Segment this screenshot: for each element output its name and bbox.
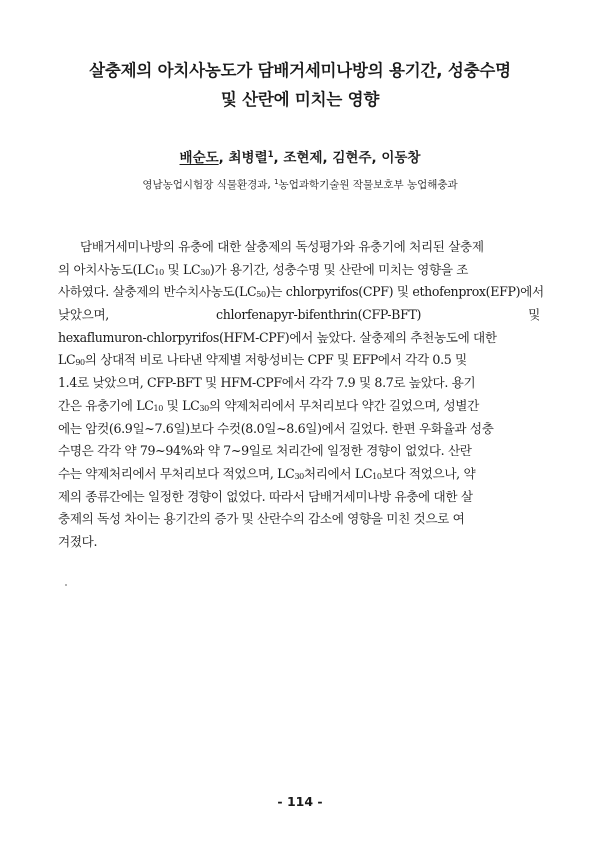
subscript: 30	[200, 267, 210, 277]
abstract-text: 1.4로 낮았으며, CFP-BFT 및 HFM-CPF에서 각각 7.9 및 8.7로 높았다. 용기	[58, 375, 476, 391]
subscript: 90	[75, 358, 85, 368]
text-run: 및 LC	[162, 397, 200, 413]
abstract-text: 겨졌다.	[58, 533, 98, 549]
abstract-text: 담배거세미나방의 유충에 대한 살충제의 독성평가와 유충기에 처리된 살충제	[80, 239, 484, 254]
abstract-line	[58, 281, 544, 304]
abstract-text: 제의 종류간에는 일정한 경향이 없었다. 따라서 담배거세미나방 유충에 대한 살	[58, 488, 473, 504]
author-3: 김현주	[332, 150, 372, 166]
text-run: 처리에서 LC	[303, 465, 373, 481]
author-separator: ,	[371, 150, 382, 166]
text-run: )는 chlorpyrifos(CPF) 및 ethofenprox(EFP)에서	[265, 284, 544, 300]
abstract-line	[58, 486, 540, 509]
abstract-text: 수명은 각각 약 79~94%와 약 7~9일로 처리간에 일정한 경향이 없었다. 산란	[58, 443, 472, 459]
abstract-text: hexaflumuron-chlorpyrifos(HFM-CPF)에서 높았다. 살충제의 추천농도에 대한	[58, 329, 497, 345]
text-run: 의 약제처리에서 무처리보다 약간 길었으며, 성별간	[208, 397, 479, 413]
author-4: 이동창	[381, 150, 421, 166]
abstract-line	[58, 327, 540, 350]
text-run: 및 LC	[163, 261, 201, 277]
abstract-line	[58, 463, 540, 486]
abstract-line	[58, 349, 540, 372]
author-list	[0, 147, 600, 169]
abstract-line	[58, 372, 540, 395]
abstract-text	[58, 349, 467, 372]
author-separator: ,	[218, 150, 229, 166]
text-run: 의 아치사농도(LC	[58, 261, 155, 277]
author-2: 조현제	[283, 150, 323, 166]
abstract-text	[58, 281, 544, 304]
page-number: - 114 -	[277, 794, 323, 809]
abstract-text	[58, 395, 479, 418]
affiliation-org-1: 영남농업시험장 식물환경과,	[142, 179, 275, 191]
abstract-line	[58, 304, 540, 327]
abstract-text: 충제의 독성 차이는 용기간의 증가 및 산란수의 감소에 영향을 미친 것으로 여	[58, 511, 465, 527]
author-presenter: 배순도	[179, 150, 219, 166]
paper-title-line-2: 및 산란에 미치는 영향	[220, 90, 380, 109]
affiliation-mark: 1	[274, 178, 279, 186]
abstract-line	[58, 531, 540, 554]
author-separator: ,	[273, 150, 284, 166]
subscript: 10	[154, 267, 164, 277]
subscript: 30	[294, 471, 304, 481]
abstract-text: chlorfenapyr-bifenthrin(CFP-BFT)	[216, 307, 422, 323]
abstract-line	[58, 440, 540, 463]
abstract-body	[58, 236, 544, 554]
text-run: )가 용기간, 성충수명 및 산란에 미치는 영향을 조	[209, 261, 469, 277]
text-run: 의 상대적 비로 나타낸 약제별 저항성비는 CPF 및 EFP에서 각각 0.5 및	[84, 352, 467, 368]
abstract-line	[58, 236, 540, 259]
abstract-line	[58, 508, 540, 531]
author-separator: ,	[322, 150, 333, 166]
text-run: LC	[58, 352, 76, 368]
abstract-text	[58, 259, 468, 282]
abstract-text: 및	[528, 307, 540, 323]
text-run: 보다 적었으나, 약	[381, 465, 476, 481]
abstract-text	[58, 463, 475, 486]
text-run: 사하였다. 살충제의 반수치사농도(LC	[58, 284, 257, 300]
subscript: 30	[199, 403, 209, 413]
abstract-text: 에는 암컷(6.9일~7.6일)보다 수컷(8.0일~8.6일)에서 길었다. 한편 우화율과 성충	[58, 420, 494, 436]
abstract-line	[58, 395, 540, 418]
text-run: 수는 약제처리에서 무처리보다 적었으며, LC	[58, 465, 295, 481]
text-run: 간은 유충기에 LC	[58, 397, 154, 413]
affiliation-mark: 1	[267, 150, 274, 160]
scan-speck	[65, 584, 67, 586]
subscript: 10	[372, 471, 382, 481]
affiliation	[0, 177, 600, 193]
affiliation-org-2: 농업과학기술원 작물보호부 농업해충과	[278, 179, 458, 191]
abstract-line	[58, 418, 540, 441]
subscript: 50	[256, 290, 266, 300]
author-1: 최병렬	[228, 150, 268, 166]
abstract-line	[58, 259, 540, 282]
abstract-text: 낮았으며,	[58, 307, 109, 323]
paper-title-line-1: 살충제의 아치사농도가 담배거세미나방의 용기간, 성충수명	[89, 61, 511, 80]
subscript: 10	[153, 403, 163, 413]
